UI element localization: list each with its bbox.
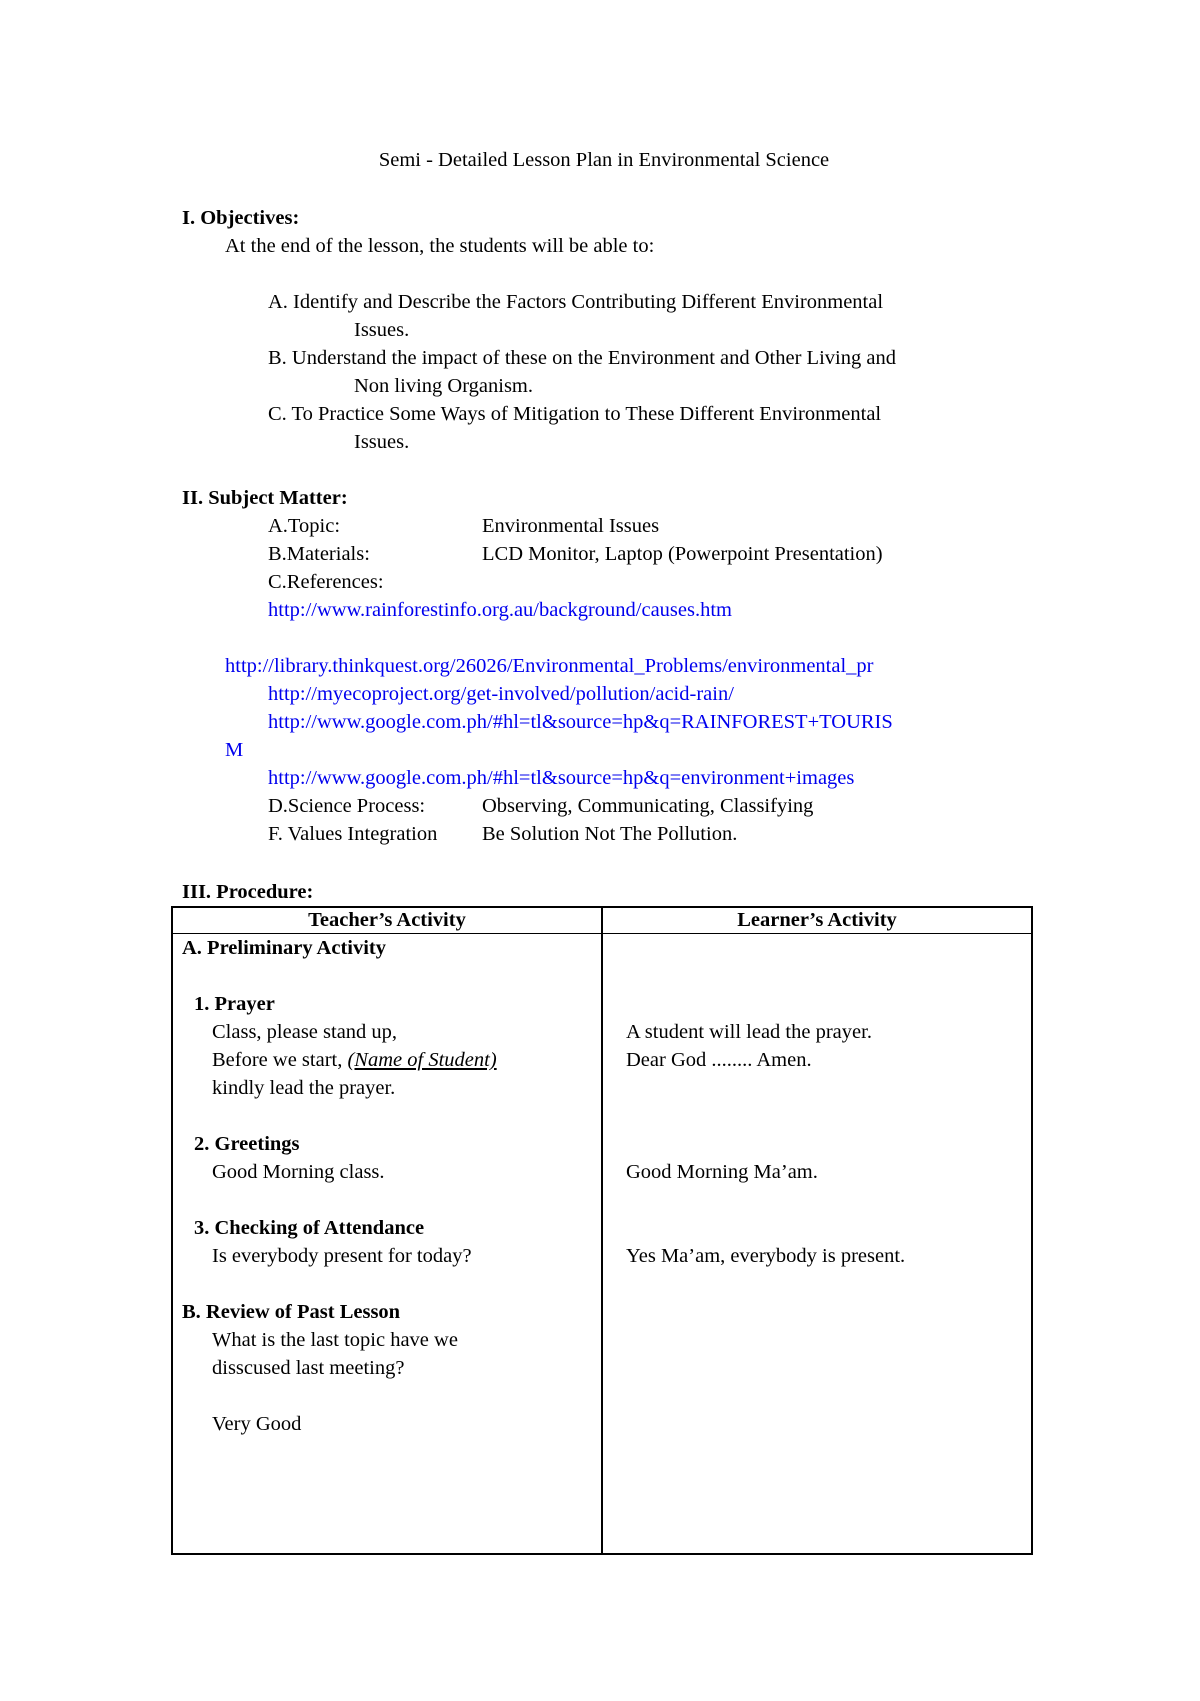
objective-c-line2: Issues. bbox=[354, 431, 410, 453]
review-teacher-line2: disscused last meeting? bbox=[212, 1357, 405, 1379]
objective-a-line2: Issues. bbox=[354, 319, 410, 341]
topic-label: A.Topic: bbox=[268, 515, 341, 537]
teacher-activity-header: Teacher’s Activity bbox=[308, 909, 466, 931]
prayer-heading: 1. Prayer bbox=[194, 993, 275, 1015]
science-process-label: D.Science Process: bbox=[268, 795, 426, 817]
prayer-teacher-line3: kindly lead the prayer. bbox=[212, 1077, 396, 1099]
subject-matter-heading: II. Subject Matter: bbox=[182, 487, 348, 509]
procedure-heading: III. Procedure: bbox=[182, 881, 314, 903]
reference-link-3[interactable]: http://myecoproject.org/get-involved/pollution/acid-rain/ bbox=[268, 683, 734, 705]
table-column-divider bbox=[601, 906, 603, 1555]
reference-link-2[interactable]: http://library.thinkquest.org/26026/Environmental_Problems/environmental_pr bbox=[225, 655, 874, 677]
materials-value: LCD Monitor, Laptop (Powerpoint Presentation) bbox=[482, 543, 883, 565]
prayer-teacher-line2 bbox=[212, 1047, 497, 1073]
learner-activity-header: Learner’s Activity bbox=[737, 909, 897, 931]
attendance-heading: 3. Checking of Attendance bbox=[194, 1217, 425, 1239]
reference-link-4[interactable]: http://www.google.com.ph/#hl=tl&source=hp&q=RAINFOREST+TOURIS bbox=[268, 711, 893, 733]
references-label: C.References: bbox=[268, 571, 384, 593]
values-integration-value: Be Solution Not The Pollution. bbox=[482, 823, 738, 845]
greetings-learner: Good Morning Ma’am. bbox=[626, 1161, 818, 1183]
review-teacher-line1: What is the last topic have we bbox=[212, 1329, 458, 1351]
prayer-teacher-line2-text: Before we start, bbox=[212, 1049, 348, 1071]
prayer-learner-line2: Dear God ........ Amen. bbox=[626, 1049, 812, 1071]
greetings-heading: 2. Greetings bbox=[194, 1133, 300, 1155]
topic-value: Environmental Issues bbox=[482, 515, 660, 537]
prayer-teacher-line1: Class, please stand up, bbox=[212, 1021, 398, 1043]
reference-link-1[interactable]: http://www.rainforestinfo.org.au/background/causes.htm bbox=[268, 599, 732, 621]
prayer-learner-line1: A student will lead the prayer. bbox=[626, 1021, 872, 1043]
attendance-learner: Yes Ma’am, everybody is present. bbox=[626, 1245, 906, 1267]
values-integration-label: F. Values Integration bbox=[268, 823, 438, 845]
greetings-teacher: Good Morning class. bbox=[212, 1161, 385, 1183]
objectives-heading: I. Objectives: bbox=[182, 207, 300, 229]
objective-b-line2: Non living Organism. bbox=[354, 375, 533, 397]
attendance-teacher: Is everybody present for today? bbox=[212, 1245, 472, 1267]
objective-b-line1: B. Understand the impact of these on the Environment and Other Living and bbox=[268, 347, 896, 369]
preliminary-activity-heading: A. Preliminary Activity bbox=[182, 937, 387, 959]
reference-link-5[interactable]: http://www.google.com.ph/#hl=tl&source=hp&q=environment+images bbox=[268, 767, 855, 789]
objectives-intro: At the end of the lesson, the students will be able to: bbox=[225, 235, 655, 257]
table-header-divider bbox=[171, 933, 1033, 934]
page-title: Semi - Detailed Lesson Plan in Environmental Science bbox=[378, 149, 830, 171]
objective-a-line1: A. Identify and Describe the Factors Contributing Different Environmental bbox=[268, 291, 884, 313]
review-teacher-line3: Very Good bbox=[212, 1413, 302, 1435]
science-process-value: Observing, Communicating, Classifying bbox=[482, 795, 814, 817]
objective-c-line1: C. To Practice Some Ways of Mitigation to These Different Environmental bbox=[268, 403, 882, 425]
review-heading: B. Review of Past Lesson bbox=[182, 1301, 401, 1323]
materials-label: B.Materials: bbox=[268, 543, 370, 565]
reference-link-4-wrap[interactable]: M bbox=[225, 739, 244, 761]
student-name-placeholder: (Name of Student) bbox=[347, 1049, 497, 1071]
